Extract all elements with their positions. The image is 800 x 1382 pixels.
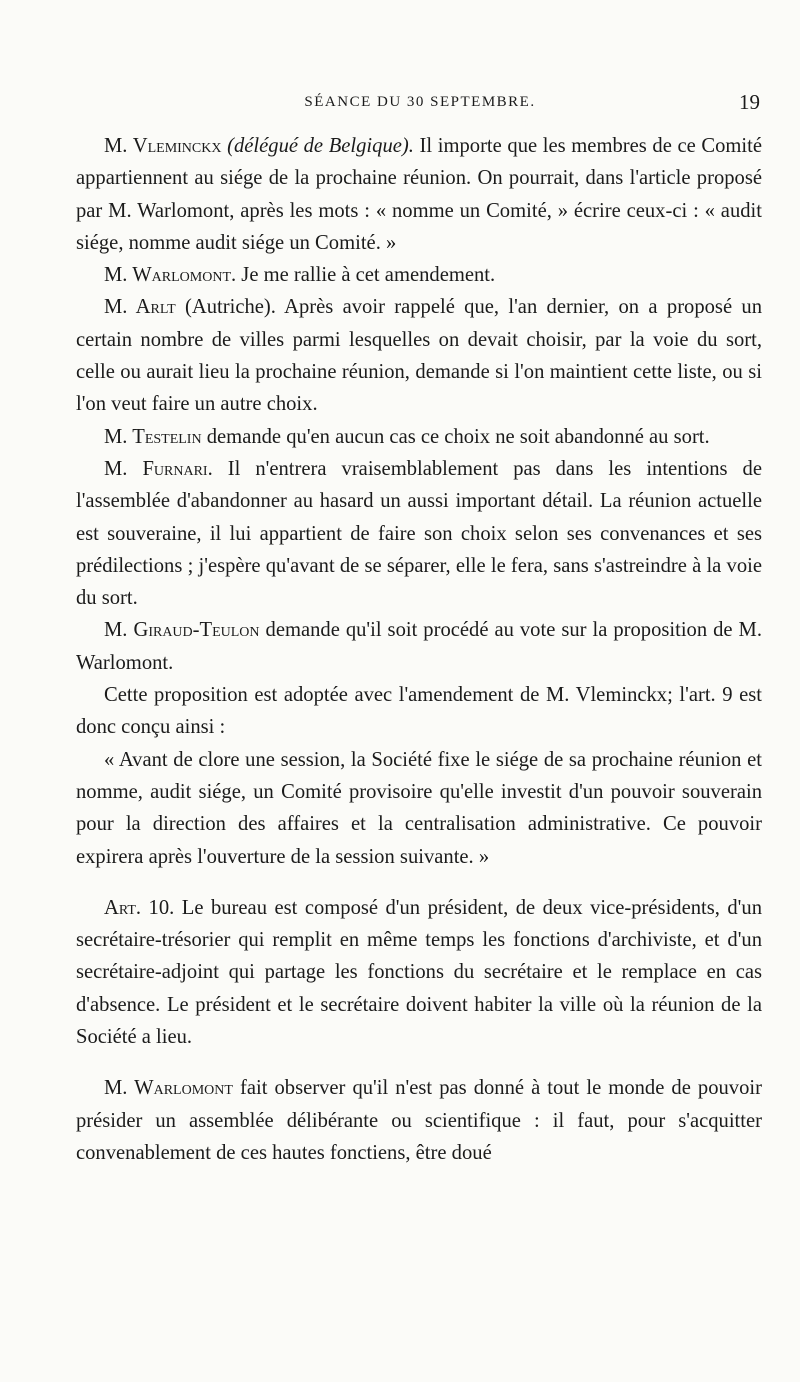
article-label: Art. 10. — [104, 896, 175, 919]
paragraph-arlt — [76, 291, 762, 420]
paragraph-giraud-teulon — [76, 614, 762, 679]
speaker-name: M. Warlomont. — [104, 264, 237, 287]
paragraph-text: Le bureau est composé d'un président, de deux vice-présidents, d'un secrétaire-trésorier qui remplit en même temps les fonctions d'archiviste, et d'un secrétaire-adjoint qui partage les fonctions du secrétaire et le remplace en cas d'absence. Le président et le secrétaire doivent habiter la ville où la réunion de la Société a lieu. — [76, 896, 762, 1049]
speaker-name: M. Vleminckx — [104, 135, 222, 157]
paragraph-text: (Autriche). Après avoir rappelé que, l'an dernier, on a proposé un certain nombre de villes parmi lesquelles on devait choisir, par la voie du sort, celle ou aurait lieu la prochaine réunion, demande si l'on maintient cette liste, ou si l'on veut faire un autre choix. — [76, 296, 763, 416]
paragraph-adoption — [76, 679, 762, 744]
paragraph-text: demande qu'il soit procédé au vote sur la proposition de M. Warlomont. — [76, 619, 763, 674]
paragraph-warlomont-observation — [76, 1072, 762, 1169]
paragraph-text: Il n'entrera vraisemblablement pas dans les intentions de l'assemblée d'abandonner au hasard un aussi important détail. La réunion actuelle est souveraine, il lui appartient de faire son choix selon ses convenances et ses prédilections ; j'espère qu'avant de se séparer, elle le fera, sans s'astreindre à la voie du sort. — [76, 457, 762, 610]
paragraph-testelin — [76, 421, 762, 453]
speaker-name: M. Furnari. — [104, 457, 213, 480]
paragraph-text: « Avant de clore une session, la Société fixe le siége de sa prochaine réunion et nomme, audit siége, un Comité provisoire qu'elle investit d'un pouvoir souverain pour la direction des affaires et la centralisation administrative. Ce pouvoir expirera après l'ouverture de la session suivante. » — [76, 748, 762, 868]
paragraph-vleminckx — [76, 130, 762, 259]
paragraph-text: demande qu'en aucun cas ce choix ne soit abandonné au sort. — [201, 425, 710, 448]
paragraph-article-9-quote — [76, 744, 762, 873]
paragraph-text: Je me rallie à cet amendement. — [236, 264, 496, 287]
speaker-name: M. Arlt — [104, 296, 176, 319]
running-header — [80, 88, 760, 116]
speaker-name: M. Giraud-Teulon — [104, 619, 260, 642]
body-text — [76, 130, 762, 1169]
speaker-name: M. Testelin — [104, 425, 202, 448]
running-title: SÉANCE DU 30 SEPTEMBRE. — [304, 94, 536, 110]
paragraph-text: fait observer qu'il n'est pas donné à tout le monde de pouvoir présider un assemblée délibérante ou scientifique : il faut, pour s'acquitter convenablement de ces hautes fonctiens, être doué — [76, 1077, 762, 1164]
page-number: 19 — [739, 90, 760, 114]
paragraph-article-10 — [76, 892, 762, 1053]
paragraph-text: Cette proposition est adoptée avec l'amendement de M. Vleminckx; l'art. 9 est donc conçu ainsi : — [76, 684, 762, 739]
paragraph-warlomont-reply — [76, 259, 762, 291]
speaker-name: M. Warlomont — [104, 1077, 233, 1100]
paragraph-text: Il importe que les membres de ce Comité appartiennent au siége de la prochaine réunion. On pourrait, dans l'article proposé par M. Warlomont, après les mots : « nomme un Comité, » écrire ceux-ci : « audit siége, nomme audit siége un Comité. » — [76, 135, 763, 254]
speaker-aside: (délégué de Belgique). — [227, 135, 414, 157]
paragraph-furnari — [76, 453, 762, 614]
